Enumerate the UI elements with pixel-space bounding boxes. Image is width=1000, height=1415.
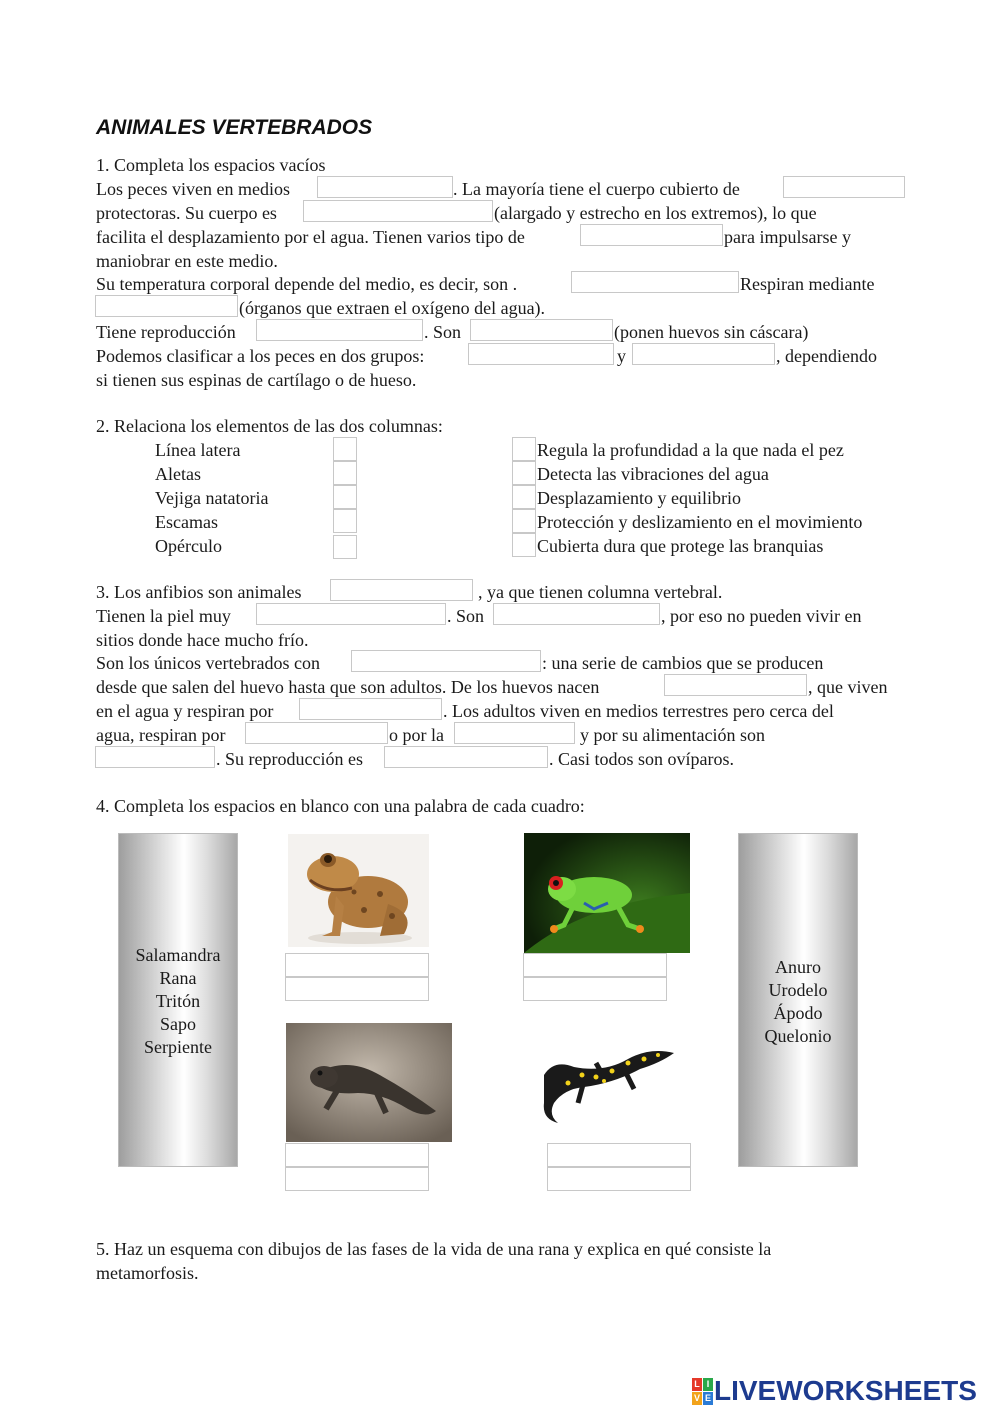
s3-line5b: , que viven <box>808 677 888 697</box>
word-order-4: Quelonio <box>764 1026 832 1046</box>
brown-frog-image <box>288 834 429 947</box>
match-left-1: Línea latera <box>155 440 241 460</box>
s5-line2: metamorfosis. <box>96 1263 199 1283</box>
s1-line2b: (alargado y estrecho en los extremos), lo que <box>494 203 817 223</box>
tree-frog-image <box>524 833 690 953</box>
logo-text: LIVEWORKSHEETS <box>714 1375 977 1406</box>
s3-blank-4[interactable] <box>351 650 541 672</box>
s3-line8b: . Casi todos son ovíparos. <box>549 749 735 769</box>
s1-line8c: , dependiendo <box>776 346 877 366</box>
s3-blank-1[interactable] <box>330 579 473 601</box>
s1-line2a: protectoras. Su cuerpo es <box>96 203 277 223</box>
s1-line3b: para impulsarse y <box>724 227 851 247</box>
word-box-animals <box>118 833 238 1167</box>
s1-line7b: . Son <box>424 322 462 342</box>
salamander2-name-input[interactable] <box>547 1143 691 1167</box>
logo-mark-i: I <box>703 1378 713 1391</box>
s3-line3: sitios donde hace mucho frío. <box>96 630 309 650</box>
s1-blank-5[interactable] <box>571 271 739 293</box>
spotted-salamander-image <box>524 1023 690 1142</box>
s1-line8a: Podemos clasificar a los peces en dos grupos: <box>96 346 425 366</box>
word-animal-1: Salamandra <box>135 945 221 965</box>
s3-line6b: . Los adultos viven en medios terrestres pero cerca del <box>443 701 834 721</box>
logo-mark-l: L <box>692 1378 702 1391</box>
s1-blank-8[interactable] <box>470 319 613 341</box>
match-left-box-4[interactable] <box>333 509 357 533</box>
word-order-3: Ápodo <box>773 1003 823 1023</box>
s1-blank-2[interactable] <box>783 176 905 198</box>
salamander1-order-input[interactable] <box>285 1167 429 1191</box>
s1-line4: maniobrar en este medio. <box>96 251 278 271</box>
s3-line2c: , por eso no pueden vivir en <box>661 606 862 626</box>
frog1-name-input[interactable] <box>285 953 429 977</box>
match-left-box-2[interactable] <box>333 461 357 485</box>
s1-blank-4[interactable] <box>580 224 723 246</box>
match-right-5: Cubierta dura que protege las branquias <box>537 536 824 556</box>
s1-line7c: (ponen huevos sin cáscara) <box>614 322 809 342</box>
word-animal-2: Rana <box>159 968 197 988</box>
s2-heading: 2. Relaciona los elementos de las dos columnas: <box>96 416 443 436</box>
s3-line7a: agua, respiran por <box>96 725 226 745</box>
match-right-1: Regula la profundidad a la que nada el pez <box>537 440 844 460</box>
s3-blank-9[interactable] <box>95 746 215 768</box>
frog2-name-input[interactable] <box>523 953 667 977</box>
match-right-box-2[interactable] <box>512 461 536 485</box>
s1-blank-1[interactable] <box>317 176 453 198</box>
match-right-4: Protección y deslizamiento en el movimiento <box>537 512 863 532</box>
match-right-box-5[interactable] <box>512 533 536 557</box>
word-animal-5: Serpiente <box>144 1037 212 1057</box>
s1-line6: (órganos que extraen el oxígeno del agua). <box>239 298 546 318</box>
match-left-2: Aletas <box>155 464 201 484</box>
match-left-box-1[interactable] <box>333 437 357 461</box>
match-left-3: Vejiga natatoria <box>155 488 269 508</box>
frog2-order-input[interactable] <box>523 977 667 1001</box>
s1-line7a: Tiene reproducción <box>96 322 236 342</box>
s1-line8b: y <box>617 346 626 366</box>
match-right-box-3[interactable] <box>512 485 536 509</box>
s3-line4a: Son los únicos vertebrados con <box>96 653 320 673</box>
s3-line8a: . Su reproducción es <box>216 749 363 769</box>
match-right-box-4[interactable] <box>512 509 536 533</box>
word-animal-3: Tritón <box>155 991 201 1011</box>
match-right-box-1[interactable] <box>512 437 536 461</box>
logo-mark-icon <box>692 1378 712 1404</box>
s3-line7c: y por su alimentación son <box>580 725 765 745</box>
s3-line4b: : una serie de cambios que se producen <box>542 653 824 673</box>
frog1-order-input[interactable] <box>285 977 429 1001</box>
s3-blank-5[interactable] <box>664 674 807 696</box>
s1-heading: 1. Completa los espacios vacíos <box>96 155 326 175</box>
salamander-image <box>286 1023 452 1142</box>
s1-line5b: Respiran mediante <box>740 274 875 294</box>
s1-line1b: . La mayoría tiene el cuerpo cubierto de <box>453 179 740 199</box>
liveworksheets-logo <box>692 1376 977 1406</box>
word-box-orders <box>738 833 858 1167</box>
match-left-4: Escamas <box>155 512 218 532</box>
s3-line2b: . Son <box>447 606 485 626</box>
match-left-box-3[interactable] <box>333 485 357 509</box>
s3-blank-7[interactable] <box>245 722 388 744</box>
salamander1-name-input[interactable] <box>285 1143 429 1167</box>
page-title: ANIMALES VERTEBRADOS <box>96 116 373 139</box>
s3-blank-10[interactable] <box>384 746 548 768</box>
s3-line6a: en el agua y respiran por <box>96 701 274 721</box>
s1-blank-3[interactable] <box>303 200 493 222</box>
match-right-3: Desplazamiento y equilibrio <box>537 488 741 508</box>
s4-heading: 4. Completa los espacios en blanco con una palabra de cada cuadro: <box>96 796 585 816</box>
match-right-2: Detecta las vibraciones del agua <box>537 464 769 484</box>
s3-blank-6[interactable] <box>299 698 442 720</box>
s3-line1b: , ya que tienen columna vertebral. <box>478 582 723 602</box>
word-order-2: Urodelo <box>768 980 828 1000</box>
s1-line5a: Su temperatura corporal depende del medio, es decir, son . <box>96 274 518 294</box>
salamander2-order-input[interactable] <box>547 1167 691 1191</box>
s3-line7b: o por la <box>389 725 444 745</box>
s1-blank-6[interactable] <box>95 295 238 317</box>
s3-line1a: 3. Los anfibios son animales <box>96 582 302 602</box>
s5-line1: 5. Haz un esquema con dibujos de las fases de la vida de una rana y explica en qué consiste la <box>96 1239 772 1259</box>
word-animal-4: Sapo <box>160 1014 196 1034</box>
s3-blank-2[interactable] <box>256 603 446 625</box>
s1-line1a: Los peces viven en medios <box>96 179 290 199</box>
s1-blank-9[interactable] <box>468 343 614 365</box>
s1-line3a: facilita el desplazamiento por el agua. Tienen varios tipo de <box>96 227 525 247</box>
s3-line5a: desde que salen del huevo hasta que son adultos. De los huevos nacen <box>96 677 600 697</box>
match-left-5: Opérculo <box>155 536 222 556</box>
s3-blank-3[interactable] <box>493 603 660 625</box>
s3-line2a: Tienen la piel muy <box>96 606 231 626</box>
logo-mark-e: E <box>704 1393 711 1403</box>
logo-mark-v: V <box>693 1393 700 1403</box>
match-left-box-5[interactable] <box>333 535 357 559</box>
s1-blank-7[interactable] <box>256 319 423 341</box>
s1-blank-10[interactable] <box>632 343 775 365</box>
s1-line9: si tienen sus espinas de cartílago o de hueso. <box>96 370 417 390</box>
s3-blank-8[interactable] <box>454 722 575 744</box>
word-order-1: Anuro <box>775 957 821 977</box>
